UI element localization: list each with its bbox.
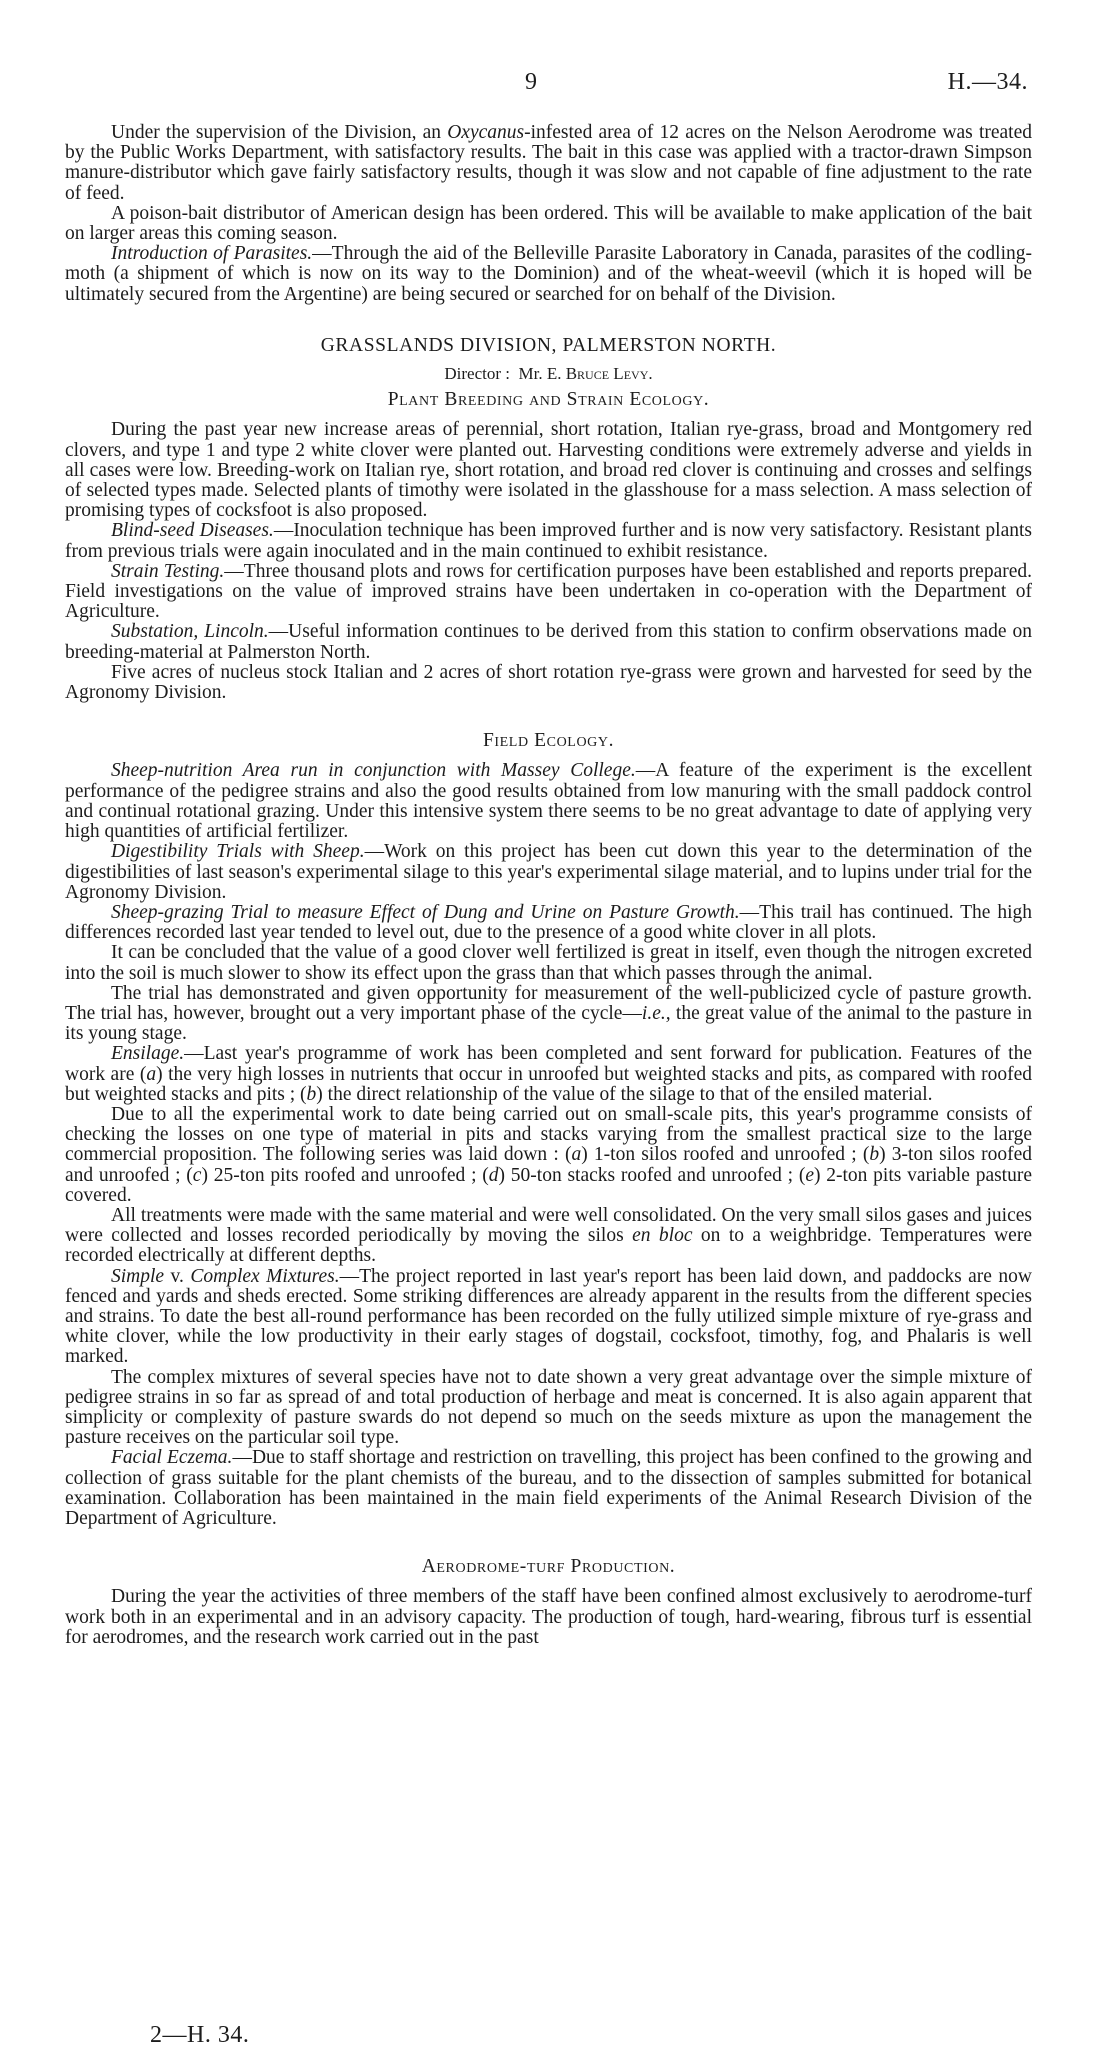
paragraph: Introduction of Parasites.—Through the aid of the Belleville Parasite Laboratory in Canada, parasites of the codling-moth (a shipment of which is now on its way to the Dominion) and of the wheat-weevil (which it is hoped will be ultimately secured from the Argentine) are being secured or searched for on behalf of the Division. (65, 243, 1032, 305)
subheading-aerodrome-turf: Aerodrome-turf Production. (421, 1556, 676, 1578)
paragraph: Sheep-nutrition Area run in conjunction with Massey College.—A feature of the experiment is the excellent performance of the pedigree strains and also the good results obtained from low manuring with the small paddock control and continual rotational grazing. Under this intensive system there seems to be no great advantage to date of applying very high quantities of artificial fertilizer. (65, 760, 1033, 843)
paragraph: During the past year new increase areas of perennial, short rotation, Italian rye-grass, broad and Montgomery red clovers, and type 1 and type 2 white clover were planted out. Harvesting conditions were extremely adverse and yields in all cases were low. Breeding-work on Italian rye, short rotation, and broad red clover is continuing and crosses and selfings of selected types made. Selected plants of timothy were isolated in the glasshouse for a mass selection. A mass selection of promising types of cocksfoot is also proposed. (65, 419, 1032, 522)
paragraph: Due to all the experimental work to date being carried out on small-scale pits, this year's programme consists of checking the losses on one type of material in pits and stacks varying from the smallest practical size to the large commercial proposition. The following series was laid down : (a) 1-ton silos roofed and unroofed ; (b) 3-ton silos roofed and unroofed ; (c) 25-ton pits roofed and unroofed ; (d) 50-ton stacks roofed and unroofed ; (e) 2-ton pits variable pasture covered. (65, 1103, 1032, 1206)
director-line: Director : Mr. E. Bruce Levy. (444, 364, 653, 384)
paragraph: During the year the activities of three members of the staff have been confined almost exclusively to aerodrome-turf work both in an experimental and in an advisory capacity. The production of tough, hard-wearing, fibrous turf is essential for aerodromes, and the research work carried out in the past (65, 1586, 1032, 1648)
paragraph: A poison-bait distributor of American design has been ordered. This will be available to make application of the bait on larger areas this coming season. (65, 202, 1032, 245)
paragraph: Ensilage.—Last year's programme of work has been completed and sent forward for publication. Features of the work are (a) the very high losses in nutrients that occur in unroofed but weighted stacks and pits, as compared with roofed but weighted stacks and pits ; (b) the direct relationship of the value of the silage to that of the ensiled material. (65, 1043, 1033, 1105)
paragraph: Blind-seed Diseases.—Inoculation technique has been improved further and is now very satisfactory. Resistant plants from previous trials were again inoculated and in the main continued to exhibit resistance. (65, 520, 1032, 562)
paragraph: It can be concluded that the value of a good clover well fertilized is great in itself, even though the nitrogen excreted into the soil is much slower to show its effect upon the grass than that which passes through the animal. (65, 942, 1032, 984)
paragraph: All treatments were made with the same material and were well consolidated. On the very small silos gases and juices were collected and losses recorded periodically by moving the silos en bloc on to a weighbridge. Temperatures were recorded electrically at different depths. (65, 1204, 1032, 1267)
signature-mark: 2—H. 34. (150, 2022, 250, 2048)
subheading-plant-breeding: Plant Breeding and Strain Ecology. (387, 389, 710, 411)
paragraph: Simple v. Complex Mixtures.—The project reported in last year's report has been laid down, and paddocks are now fenced and yards and sheds erected. Some striking differences are already apparent in the results from the different species and strains. To date the best all-round performance has been recorded on the fully utilized simple mixture of rye-grass and white clover, while the low productivity in their early stages of dogstail, cocksfoot, timothy, fog, and Phalaris is well marked. (65, 1265, 1033, 1368)
paragraph: Under the supervision of the Division, an Oxycanus-infested area of 12 acres on the Nelson Aerodrome was treated by the Public Works Department, with satisfactory results. The bait in this case was applied with a tractor-drawn Simpson manure-distributor which gave fairly satisfactory results, though it was slow and not capable of fine adjustment to the rate of feed. (65, 122, 1032, 204)
page-number: 9 (525, 69, 537, 95)
paragraph: Substation, Lincoln.—Useful information continues to be derived from this station to confirm observations made on breeding-material at Palmerston North. (65, 621, 1032, 663)
paragraph: Sheep-grazing Trial to measure Effect of Dung and Urine on Pasture Growth.—This trail has continued. The high differences recorded last year tended to level out, due to the presence of a good white clover in all plots. (65, 901, 1033, 944)
paragraph: The complex mixtures of several species have not to date shown a very great advantage over the simple mixture of pedigree strains in so far as spread of and total production of herbage and meat is concerned. It is also again apparent that simplicity or complexity of pasture swards do not depend so much on the seeds mixture as upon the management the pasture receives on the particular soil type. (65, 1366, 1032, 1449)
report-reference: H.—34. (947, 69, 1028, 95)
paragraph: Strain Testing.—Three thousand plots and rows for certification purposes have been established and reports prepared. Field investigations on the value of improved strains have been undertaken in co-operation with the Department of Agriculture. (65, 560, 1032, 623)
page-body (65, 123, 1032, 1648)
subheading-field-ecology: Field Ecology. (482, 730, 615, 752)
paragraph: Facial Eczema.—Due to staff shortage and restriction on travelling, this project has been confined to the growing and collection of grass suitable for the plant chemists of the bureau, and to the dissection of samples submitted for botanical examination. Collaboration has been maintained in the main field experiments of the Animal Research Division of the Department of Agriculture. (65, 1447, 1032, 1529)
section-heading-grasslands: GRASSLANDS DIVISION, PALMERSTON NORTH. (320, 334, 777, 356)
paragraph: Digestibility Trials with Sheep.—Work on this project has been cut down this year to the determination of the digestibilities of last season's experimental silage to this year's experimental silage material, and to lupins under trial for the Agronomy Division. (65, 841, 1032, 903)
paragraph: Five acres of nucleus stock Italian and 2 acres of short rotation rye-grass were grown and harvested for seed by the Agronomy Division. (65, 661, 1032, 704)
paragraph: The trial has demonstrated and given opportunity for measurement of the well-publicized cycle of pasture growth. The trial has, however, brought out a very important phase of the cycle—i.e., the great value of the animal to the pasture in its young stage. (65, 982, 1032, 1045)
